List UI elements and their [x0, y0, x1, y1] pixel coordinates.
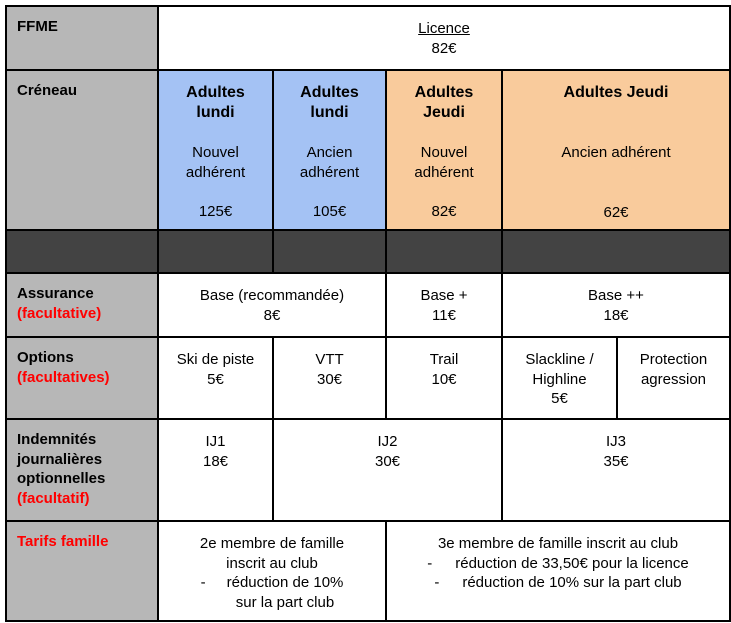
- option-name: Protection: [639, 351, 708, 368]
- ffme-label: FFME: [6, 6, 158, 70]
- slot-adultes-lundi-nouvel: [158, 70, 273, 230]
- slot-price: 82€: [431, 203, 457, 220]
- option-name: agression: [640, 370, 707, 388]
- indemnite-ij1: [158, 419, 273, 521]
- assurance-label: Assurance: [17, 285, 94, 302]
- options-label: Options: [17, 349, 74, 366]
- indemnite-ij3: [502, 419, 730, 521]
- indemnite-price: 30€: [374, 452, 401, 470]
- slot-title: Adultes: [300, 84, 359, 101]
- assurance-price: 11€: [432, 306, 456, 324]
- option-trail: [386, 337, 502, 419]
- slot-type: Ancien adhérent: [561, 144, 671, 161]
- separator-cell: [158, 230, 273, 273]
- slot-title: Adultes Jeudi: [563, 84, 669, 101]
- indemnite-ij2: [273, 419, 502, 521]
- indemnites-row: [6, 419, 730, 521]
- indemnite-name: IJ1: [205, 433, 226, 450]
- indemnites-label: journalières: [17, 450, 103, 468]
- assurance-name: Base ++: [588, 287, 644, 304]
- assurance-price: 8€: [263, 306, 281, 324]
- slot-title: lundi: [310, 104, 349, 121]
- options-note: (facultatives): [17, 368, 110, 386]
- option-price: 5€: [551, 390, 568, 407]
- famille-second-member: [158, 521, 386, 621]
- assurance-base-plus-plus: [502, 273, 730, 337]
- options-row: [6, 337, 730, 419]
- slot-type: Nouvel: [192, 144, 239, 161]
- slot-price: 125€: [198, 203, 233, 220]
- indemnites-label: Indemnités: [17, 431, 97, 448]
- option-name: Trail: [429, 351, 459, 368]
- assurance-name: Base (recommandée): [199, 287, 345, 304]
- options-label-cell: [6, 337, 158, 419]
- assurance-name: Base +: [420, 287, 468, 304]
- slot-title: lundi: [196, 104, 235, 121]
- famille-text: 2e membre de famille: [199, 535, 345, 552]
- option-slackline: [502, 337, 617, 419]
- option-price: 10€: [431, 370, 457, 388]
- pricing-table: [5, 5, 731, 622]
- indemnite-price: 18€: [202, 452, 229, 470]
- assurance-row: [6, 273, 730, 337]
- slot-adultes-lundi-ancien: [273, 70, 386, 230]
- slot-adultes-jeudi-nouvel: [386, 70, 502, 230]
- assurance-price: 18€: [603, 306, 629, 324]
- slot-title: Adultes: [414, 84, 474, 101]
- indemnites-label: optionnelles: [17, 470, 106, 487]
- assurance-base: [158, 273, 386, 337]
- indemnite-name: IJ3: [605, 433, 626, 450]
- famille-text: 3e membre de famille inscrit au club: [437, 535, 679, 552]
- slot-price: 62€: [603, 203, 629, 221]
- separator-cell: [386, 230, 502, 273]
- slot-adultes-jeudi-ancien: [502, 70, 730, 230]
- slot-type: adhérent: [185, 163, 246, 181]
- indemnites-label-cell: [6, 419, 158, 521]
- indemnite-name: IJ2: [377, 433, 398, 450]
- dash-bullet: -: [434, 574, 440, 591]
- pricing-table-container: [5, 5, 731, 622]
- ffme-row: [6, 6, 730, 70]
- option-protection: [617, 337, 730, 419]
- separator-row: [6, 230, 730, 273]
- creneau-row: [6, 70, 730, 230]
- slot-type: Nouvel: [420, 144, 468, 161]
- slot-title: Adultes: [186, 84, 245, 101]
- separator-cell: [502, 230, 730, 273]
- assurance-base-plus: [386, 273, 502, 337]
- famille-bullet: réduction de 33,50€ pour la licence: [455, 554, 689, 572]
- licence-cell: [158, 6, 730, 70]
- indemnite-price: 35€: [603, 452, 629, 470]
- famille-row: [6, 521, 730, 621]
- famille-third-member: [386, 521, 730, 621]
- separator-cell: [273, 230, 386, 273]
- option-name: VTT: [315, 351, 344, 368]
- slot-type: adhérent: [414, 163, 474, 181]
- dash-bullet: -: [427, 554, 433, 572]
- slot-type: Ancien: [306, 144, 353, 161]
- option-name: Highline: [532, 370, 587, 388]
- famille-label: Tarifs famille: [6, 521, 158, 621]
- slot-price: 105€: [312, 203, 347, 220]
- licence-price: 82€: [431, 39, 457, 57]
- famille-text: inscrit au club: [226, 554, 318, 572]
- licence-label: Licence: [418, 20, 470, 37]
- option-vtt: [273, 337, 386, 419]
- indemnites-note: (facultatif): [17, 489, 90, 507]
- assurance-label-cell: [6, 273, 158, 337]
- option-name: Slackline /: [525, 351, 594, 368]
- famille-bullet: réduction de 10%: [226, 574, 344, 591]
- creneau-label: Créneau: [6, 70, 158, 230]
- famille-bullet: réduction de 10% sur la part club: [462, 574, 682, 591]
- slot-type: adhérent: [299, 163, 360, 181]
- option-price: 30€: [316, 370, 343, 388]
- slot-title: Jeudi: [423, 104, 465, 121]
- option-price: 5€: [207, 370, 224, 388]
- option-name: Ski de piste: [176, 351, 255, 368]
- famille-bullet: sur la part club: [235, 593, 335, 611]
- option-ski: [158, 337, 273, 419]
- dash-bullet: -: [200, 574, 206, 591]
- assurance-note: (facultative): [17, 304, 102, 322]
- separator-cell: [6, 230, 158, 273]
